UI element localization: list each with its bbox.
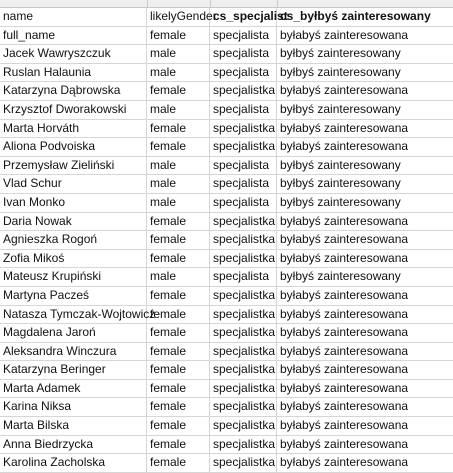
table-row: [0, 250, 453, 269]
cell-specjalist[interactable]: specjalista: [210, 268, 277, 286]
cell-name[interactable]: Karina Niksa: [0, 398, 147, 416]
cell-gender[interactable]: male: [147, 175, 210, 193]
cell-zainteresowany[interactable]: byłabyś zainteresowana: [280, 287, 409, 302]
cell-specjalist[interactable]: specjalistka: [210, 324, 277, 342]
table-row: [0, 138, 453, 157]
table-row: [0, 306, 453, 325]
cell-gender[interactable]: female: [147, 231, 210, 249]
cell-name[interactable]: Katarzyna Beringer: [0, 361, 147, 379]
header-row: [0, 8, 453, 27]
cell-specjalist[interactable]: specjalista: [210, 45, 277, 63]
cell-gender[interactable]: female: [147, 361, 210, 379]
cell-zainteresowany[interactable]: byłabyś zainteresowana: [280, 139, 409, 154]
cell-specjalist[interactable]: specjalista: [210, 101, 277, 119]
cell-gender[interactable]: female: [147, 380, 210, 398]
cell-gender[interactable]: female: [147, 250, 210, 268]
table-row: [0, 231, 453, 250]
table-row: [0, 361, 453, 380]
cell-specjalist[interactable]: specjalista: [210, 175, 277, 193]
cell-zainteresowany[interactable]: byłabyś zainteresowana: [280, 232, 409, 247]
cell-name[interactable]: Marta Adamek: [0, 380, 147, 398]
cell-name[interactable]: Katarzyna Dąbrowska: [0, 82, 147, 100]
cell-zainteresowany[interactable]: byłabyś zainteresowana: [280, 213, 409, 228]
cell-gender[interactable]: female: [147, 398, 210, 416]
cell-specjalist[interactable]: specjalistka: [210, 231, 277, 249]
cell-gender[interactable]: female: [147, 417, 210, 435]
cell-zainteresowany[interactable]: byłabyś zainteresowana: [280, 325, 409, 340]
table-row: [0, 157, 453, 176]
cell-name[interactable]: full_name: [0, 27, 147, 45]
cell-zainteresowany[interactable]: byłabyś zainteresowana: [280, 250, 409, 265]
column-header-strip[interactable]: [0, 0, 453, 8]
cell-name[interactable]: Aleksandra Winczura: [0, 343, 147, 361]
cell-name[interactable]: Anna Biedrzycka: [0, 436, 147, 454]
cell-specjalist[interactable]: specjalistka: [210, 287, 277, 305]
cell-gender[interactable]: female: [147, 454, 210, 472]
cell-gender[interactable]: male: [147, 268, 210, 286]
cell-name[interactable]: Zofia Mikoś: [0, 250, 147, 268]
table-row: [0, 64, 453, 83]
cell-zainteresowany[interactable]: byłabyś zainteresowana: [280, 83, 409, 98]
table-row: [0, 213, 453, 232]
cell-name[interactable]: Marta Bilska: [0, 417, 147, 435]
cell-specjalist[interactable]: specjalistka: [210, 343, 277, 361]
cell-gender[interactable]: male: [147, 45, 210, 63]
column-separator[interactable]: [277, 0, 278, 7]
cell-zainteresowany[interactable]: byłabyś zainteresowana: [280, 27, 409, 42]
cell-specjalist[interactable]: specjalistka: [210, 417, 277, 435]
cell-name[interactable]: Mateusz Krupiński: [0, 268, 147, 286]
cell-specjalist[interactable]: specjalistka: [210, 82, 277, 100]
table-row: [0, 343, 453, 362]
header-cell-name[interactable]: name: [0, 8, 147, 26]
header-cell-cs-zainteresowany[interactable]: cs_byłbyś zainteresowany: [280, 9, 431, 23]
cell-name[interactable]: Aliona Podvoiska: [0, 138, 147, 156]
cell-zainteresowany[interactable]: byłabyś zainteresowana: [280, 455, 409, 470]
table-row: [0, 27, 453, 46]
cell-gender[interactable]: female: [147, 82, 210, 100]
cell-zainteresowany[interactable]: byłbyś zainteresowany: [280, 64, 401, 79]
cell-gender[interactable]: male: [147, 101, 210, 119]
cell-specjalist[interactable]: specjalistka: [210, 361, 277, 379]
table-row: [0, 454, 453, 473]
table-row: [0, 120, 453, 139]
cell-zainteresowany[interactable]: byłabyś zainteresowana: [280, 380, 409, 395]
table-row: [0, 45, 453, 64]
cell-name[interactable]: Przemysław Zieliński: [0, 157, 147, 175]
cell-zainteresowany[interactable]: byłabyś zainteresowana: [280, 436, 409, 451]
table-row: [0, 436, 453, 455]
header-cell-likely-gender[interactable]: likelyGender: [147, 8, 210, 26]
cell-gender[interactable]: female: [147, 213, 210, 231]
cell-name[interactable]: Karolina Zacholska: [0, 454, 147, 472]
cell-gender[interactable]: female: [147, 306, 210, 324]
cell-specjalist[interactable]: specjalistka: [210, 398, 277, 416]
cell-specjalist[interactable]: specjalistka: [210, 120, 277, 138]
cell-name[interactable]: Natasza Tymczak-Wojtowicz: [0, 306, 147, 324]
cell-name[interactable]: Ruslan Halaunia: [0, 64, 147, 82]
cell-name[interactable]: Jacek Wawryszczuk: [0, 45, 147, 63]
cell-name[interactable]: Vlad Schur: [0, 175, 147, 193]
cell-name[interactable]: Krzysztof Dworakowski: [0, 101, 147, 119]
cell-specjalist[interactable]: specjalistka: [210, 306, 277, 324]
cell-zainteresowany[interactable]: byłabyś zainteresowana: [280, 120, 409, 135]
table-row: [0, 380, 453, 399]
cell-gender[interactable]: male: [147, 64, 210, 82]
cell-specjalist[interactable]: specjalistka: [210, 250, 277, 268]
cell-specjalist[interactable]: specjalistka: [210, 213, 277, 231]
cell-zainteresowany[interactable]: byłbyś zainteresowany: [280, 157, 401, 172]
table-row: [0, 194, 453, 213]
cell-gender[interactable]: female: [147, 138, 210, 156]
cell-name[interactable]: Agnieszka Rogoń: [0, 231, 147, 249]
cell-specjalist[interactable]: specjalista: [210, 157, 277, 175]
cell-zainteresowany[interactable]: byłabyś zainteresowana: [280, 418, 409, 433]
cell-gender[interactable]: male: [147, 157, 210, 175]
cell-specjalist[interactable]: specjalistka: [210, 138, 277, 156]
cell-zainteresowany[interactable]: byłbyś zainteresowany: [280, 194, 401, 209]
cell-specjalist[interactable]: specjalistka: [210, 380, 277, 398]
table-row: [0, 82, 453, 101]
cell-zainteresowany[interactable]: byłbyś zainteresowany: [280, 101, 401, 116]
cell-name[interactable]: Marta Horváth: [0, 120, 147, 138]
column-separator[interactable]: [210, 0, 211, 7]
table-row: [0, 268, 453, 287]
cell-name[interactable]: Daria Nowak: [0, 213, 147, 231]
cell-zainteresowany[interactable]: byłabyś zainteresowana: [280, 362, 409, 377]
cell-specjalist[interactable]: specjalistka: [210, 436, 277, 454]
table-row: [0, 101, 453, 120]
cell-specjalist[interactable]: specjalista: [210, 27, 277, 45]
cell-name[interactable]: Magdalena Jaroń: [0, 324, 147, 342]
cell-specjalist[interactable]: specjalistka: [210, 454, 277, 472]
cell-gender[interactable]: female: [147, 343, 210, 361]
cell-name[interactable]: Ivan Monko: [0, 194, 147, 212]
table-row: [0, 287, 453, 306]
cell-gender[interactable]: female: [147, 287, 210, 305]
cell-gender[interactable]: female: [147, 120, 210, 138]
table-row: [0, 324, 453, 343]
cell-specjalist[interactable]: specjalista: [210, 64, 277, 82]
cell-specjalist[interactable]: specjalista: [210, 194, 277, 212]
cell-zainteresowany[interactable]: byłbyś zainteresowany: [280, 176, 401, 191]
cell-gender[interactable]: female: [147, 27, 210, 45]
data-grid: [0, 8, 453, 473]
table-row: [0, 398, 453, 417]
cell-name[interactable]: Martyna Pacześ: [0, 287, 147, 305]
table-row: [0, 175, 453, 194]
cell-zainteresowany[interactable]: byłabyś zainteresowana: [280, 399, 409, 414]
cell-zainteresowany[interactable]: byłabyś zainteresowana: [280, 343, 409, 358]
header-cell-cs-specjalist[interactable]: cs_specjalist: [210, 8, 277, 26]
cell-gender[interactable]: female: [147, 436, 210, 454]
column-separator[interactable]: [147, 0, 148, 7]
table-row: [0, 417, 453, 436]
cell-gender[interactable]: male: [147, 194, 210, 212]
cell-gender[interactable]: female: [147, 324, 210, 342]
cell-zainteresowany[interactable]: byłbyś zainteresowany: [280, 269, 401, 284]
cell-zainteresowany[interactable]: byłbyś zainteresowany: [280, 46, 401, 61]
cell-zainteresowany[interactable]: byłabyś zainteresowana: [280, 306, 409, 321]
